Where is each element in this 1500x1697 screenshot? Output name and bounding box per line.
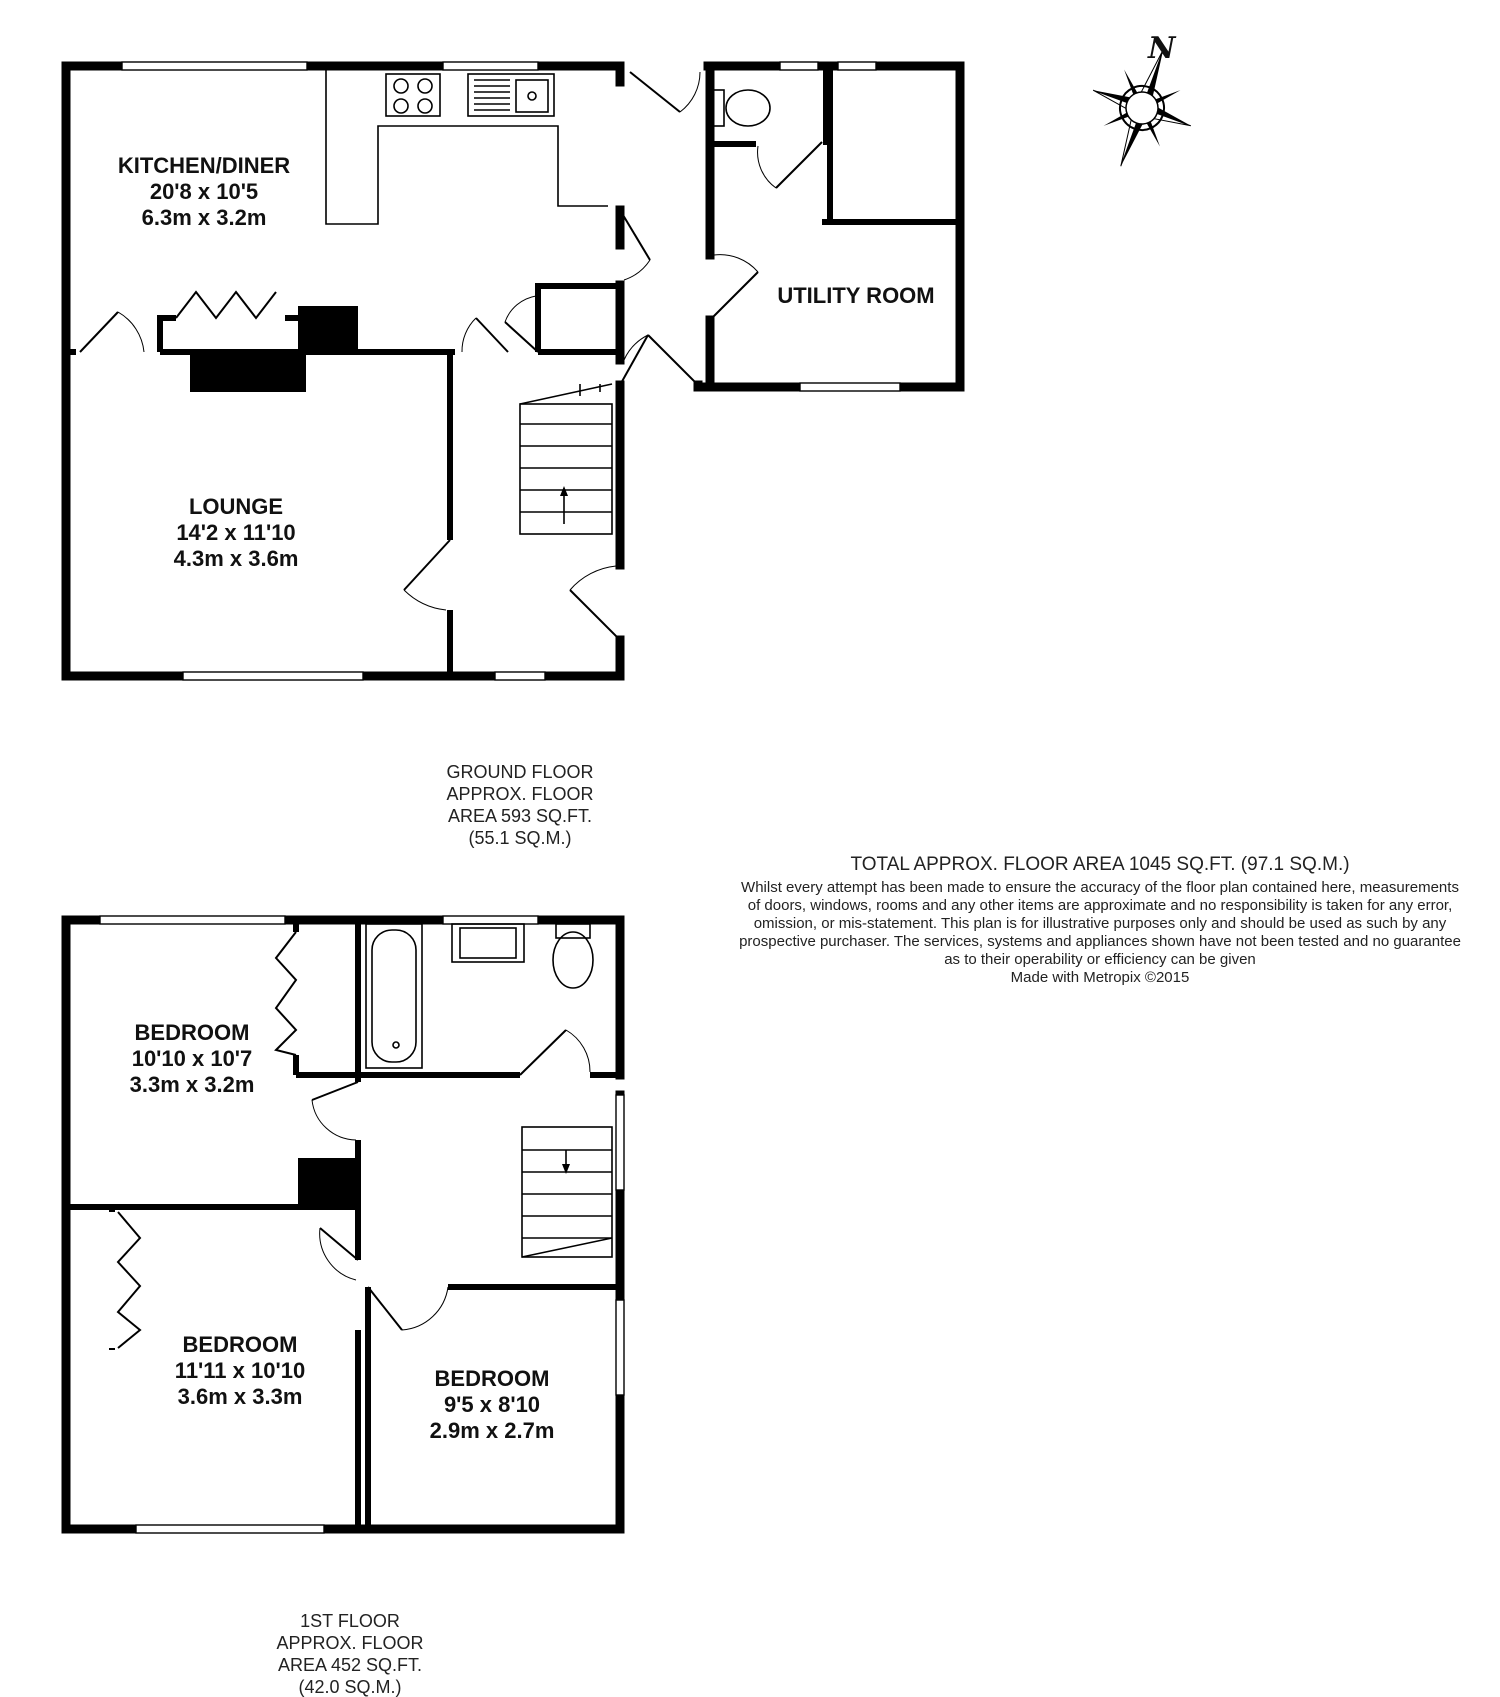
room-size-imperial: 14'2 x 11'10 [176, 520, 296, 545]
chimney-breast [298, 1158, 358, 1207]
svg-text:(42.0 SQ.M.): (42.0 SQ.M.) [298, 1677, 402, 1697]
door-swing [505, 296, 536, 322]
hob-icon [386, 74, 440, 116]
door-swing [714, 255, 758, 272]
room-size-imperial: 9'5 x 8'10 [443, 1392, 541, 1417]
room-size-metric: 6.3m x 3.2m [141, 205, 267, 230]
room-size-imperial: 20'8 x 10'5 [149, 179, 259, 204]
svg-text:APPROX. FLOOR: APPROX. FLOOR [276, 1633, 424, 1653]
hob-ring [418, 79, 432, 93]
compass-rose-icon [1072, 32, 1212, 184]
first-floor-caption [276, 1611, 423, 1697]
window [136, 1525, 324, 1533]
ground-floor-caption [446, 762, 593, 848]
hob-ring [394, 79, 408, 93]
door [648, 335, 698, 385]
hob-ring [418, 99, 432, 113]
room-bedroom-3 [430, 1366, 555, 1443]
room-name: BEDROOM [134, 1020, 250, 1045]
door-swing [404, 590, 446, 610]
back-door [630, 72, 680, 112]
window [838, 62, 876, 70]
room-name: UTILITY ROOM [777, 283, 935, 308]
bifold-door [176, 292, 276, 318]
room-size-imperial: 11'11 x 10'10 [174, 1358, 306, 1383]
room-size-metric: 3.3m x 3.2m [129, 1072, 255, 1097]
svg-text:omission, or mis-statement. Th: omission, or mis-statement. This plan is for illustrative purposes only and should be used as such by any [753, 915, 1447, 932]
room-name: LOUNGE [188, 494, 284, 519]
toilet-icon [553, 932, 593, 988]
staircase [520, 384, 612, 534]
svg-text:AREA 593 SQ.FT.: AREA 593 SQ.FT. [447, 806, 593, 826]
svg-text:APPROX. FLOOR: APPROX. FLOOR [446, 784, 594, 804]
cupboard-wall [160, 318, 176, 352]
disclaimer [739, 879, 1461, 986]
door [368, 1287, 402, 1330]
svg-text:Whilst every attempt has been: Whilst every attempt has been made to ensure the accuracy of the floor plan contained here, measurements [741, 879, 1459, 896]
svg-text:AREA 452 SQ.FT.: AREA 452 SQ.FT. [277, 1655, 423, 1675]
stair-arrow-up-icon [560, 486, 568, 496]
compass-north-label: N [1148, 31, 1176, 66]
staircase [522, 1127, 612, 1257]
toilet-icon [726, 90, 770, 126]
door-swing [570, 566, 616, 590]
room-lounge [174, 494, 299, 571]
door [476, 318, 508, 352]
svg-text:of doors, windows, rooms and a: of doors, windows, rooms and any other items are approximate and no responsibility is taken for any error, [747, 897, 1453, 914]
door [776, 142, 822, 188]
basin-bowl [460, 928, 516, 958]
basin-icon [452, 924, 524, 962]
door-swing [402, 1287, 448, 1330]
door-swing [566, 1030, 590, 1072]
room-size-metric: 4.3m x 3.6m [173, 546, 299, 571]
bath-tap [393, 1042, 399, 1048]
window [443, 916, 538, 924]
svg-text:1ST FLOOR: 1ST FLOOR [300, 1611, 400, 1631]
window [122, 62, 307, 70]
door-swing [312, 1100, 356, 1140]
bifold-door [276, 932, 296, 1055]
room-kitchen-diner [118, 153, 290, 230]
chimney-breast [298, 306, 358, 352]
window [495, 672, 545, 680]
room-size-metric: 2.9m x 2.7m [429, 1418, 555, 1443]
window [616, 1300, 624, 1395]
room-name: BEDROOM [434, 1366, 550, 1391]
sink-bowl [516, 80, 548, 112]
sink-drain [528, 92, 536, 100]
room-utility [777, 283, 934, 308]
svg-text:prospective purchaser. The ser: prospective purchaser. The services, systems and appliances shown have not been tested and no guarantee [739, 933, 1461, 950]
door [520, 1030, 566, 1075]
door-swing [758, 146, 776, 188]
svg-text:as to their operability or eff: as to their operability or efficiency can be given [944, 951, 1256, 968]
window [780, 62, 818, 70]
room-bedroom-2 [175, 1332, 305, 1409]
door-swing [462, 318, 476, 352]
door [320, 1228, 358, 1260]
door-swing [680, 72, 700, 112]
door [505, 322, 538, 352]
room-size-metric: 3.6m x 3.3m [177, 1384, 303, 1409]
window [800, 383, 900, 391]
kitchen-counter [326, 70, 608, 224]
window [616, 1095, 624, 1190]
hob-ring [394, 99, 408, 113]
room-bedroom-1 [130, 1020, 255, 1097]
window [443, 62, 538, 70]
door [312, 1082, 358, 1100]
window [183, 672, 363, 680]
total-floor-area: TOTAL APPROX. FLOOR AREA 1045 SQ.FT. (97.1 SQ.M.) [850, 854, 1350, 875]
sink-drainer [474, 80, 510, 110]
room-name: BEDROOM [182, 1332, 298, 1357]
chimney-breast [190, 352, 306, 392]
svg-text:(55.1 SQ.M.): (55.1 SQ.M.) [468, 828, 572, 848]
svg-text:GROUND FLOOR: GROUND FLOOR [446, 762, 594, 782]
metropix-credit: Made with Metropix ©2015 [1010, 969, 1190, 986]
door [710, 272, 758, 320]
bifold-door [118, 1212, 140, 1348]
door [404, 540, 450, 590]
room-size-imperial: 10'10 x 10'7 [131, 1046, 253, 1071]
window [100, 916, 285, 924]
door-swing [624, 260, 650, 280]
door-swing [118, 312, 144, 352]
toilet-cistern [556, 924, 590, 938]
room-name: KITCHEN/DINER [117, 153, 291, 178]
front-door [570, 590, 620, 640]
cupboard-wall [538, 286, 620, 352]
door [80, 312, 118, 352]
